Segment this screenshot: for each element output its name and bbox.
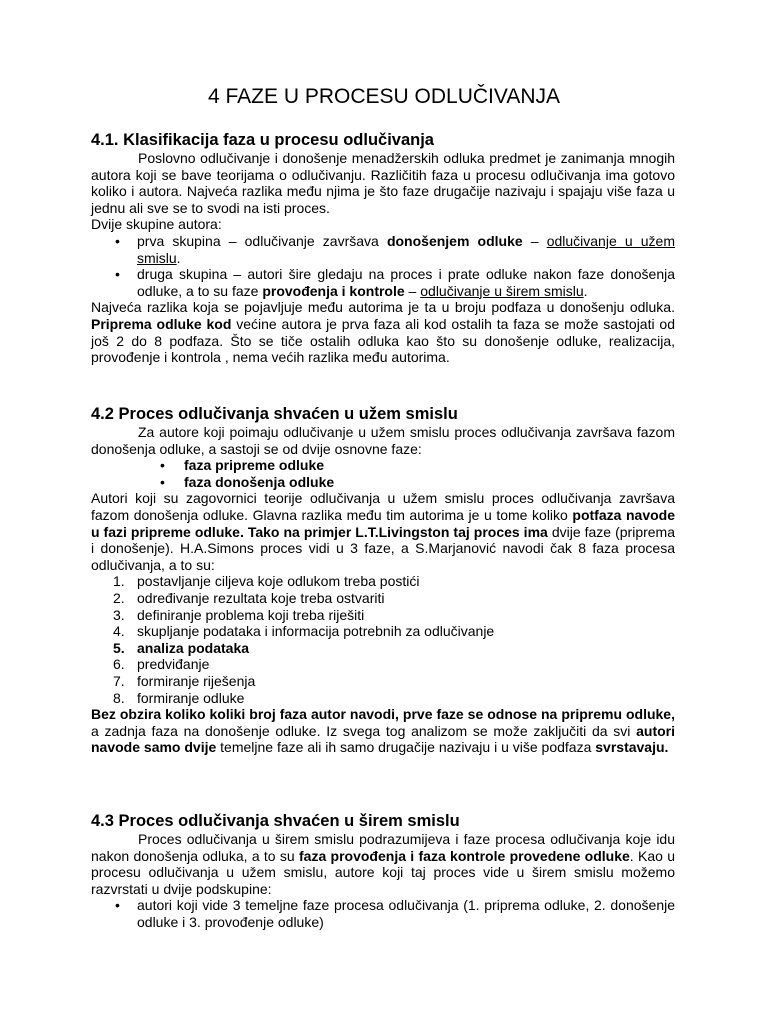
author-groups-list: [91, 233, 675, 299]
list-item: 7. formiranje riješenja: [113, 672, 256, 689]
list-item: 3. definiranje problema koji treba riješiti: [113, 606, 365, 623]
list-item: 2. određivanje rezultata koje treba ostvariti: [113, 589, 385, 606]
paragraph: Dvije skupine autora:: [91, 216, 222, 233]
list-item: 8. formiranje odluke: [113, 689, 245, 706]
page-title: 4 FAZE U PROCESU ODLUČIVANJA: [207, 85, 561, 108]
list-item: • autori koji vide 3 temeljne faze procesa odlučivanja (1. priprema odluke, 2. donošenje odluke i 3. provođenje odluke): [91, 897, 675, 930]
paragraph: Poslovno odlučivanje i donošenje menadžerskih odluka predmet je zanimanja mnogih autora koji se bave teorijama o odlučivanju. Različitih faza u procesu odlučivanja ima gotovo koliko i autora. Najveća razlika među njima je što faze drugačije nazivaju i spajaju više faza u jednu ali sve se to svodi na isti proces.: [91, 150, 675, 216]
list-item: • prva skupina – odlučivanje završava donošenjem odluke – odlučivanje u užem smislu.: [91, 233, 675, 266]
phases-list: [91, 457, 675, 490]
list-item: 6. predviđanje: [113, 656, 210, 673]
section-heading-4-1: 4.1. Klasifikacija faza u procesu odlučivanja: [91, 131, 434, 149]
list-item: • druga skupina – autori šire gledaju na proces i prate odluke nakon faze donošenja odluke, a to su faze provođenja i kontrole – odlučivanje u širem smislu.: [91, 266, 675, 299]
section-4-1-body: [91, 150, 675, 366]
section-4-2-body: [91, 424, 675, 756]
subgroups-list: [91, 897, 675, 930]
paragraph: Najveća razlika koja se pojavljuje među autorima je ta u broju podfaza u donošenju odluka. Priprema odluke kod većine autora je prva faza ali kod ostalih ta faza se može sastojati od još 2 do 8 podfaza. Što se tiče ostalih odluka kao što su donošenje odluke, realizacija, provođenje i kontrola , nema većih razlika među autorima.: [91, 299, 676, 366]
phases-numbered-list: [91, 573, 675, 706]
section-heading-4-2: 4.2 Proces odlučivanja shvaćen u užem smislu: [91, 405, 458, 423]
list-item: 4. skupljanje podataka i informacija potrebnih za odlučivanje: [113, 623, 495, 640]
paragraph: Za autore koji poimaju odlučivanje u užem smislu proces odlučivanja završava fazom donošenja odluke, a sastoji se od dvije osnovne faze:: [91, 424, 675, 457]
list-item: 1. postavljanje ciljeva koje odlukom treba postići: [113, 573, 420, 590]
paragraph: Bez obzira koliko koliki broj faza autor navodi, prve faze se odnose na pripremu odluke, a zadnja faza na donošenje odluke. Iz svega tog analizom se može zaključiti da svi autori navode samo dvije temeljne faze ali ih samo drugačije nazivaju i u više podfaza svrstavaju.: [91, 706, 675, 756]
section-4-3-body: [91, 831, 675, 931]
paragraph: Autori koji su zagovornici teorije odlučivanja u užem smislu proces odlučivanja završava fazom donošenja odluke. Glavna razlika među tim autorima je u tome koliko potfaza navode u fazi pripreme odluke. Tako na primjer L.T.Livingston taj proces ima dvije faze (priprema i donošenje). H.A.Simons proces vidi u 3 faze, a S.Marjanović navodi čak 8 faza procesa odlučivanja, a to su:: [91, 490, 675, 573]
paragraph: Proces odlučivanja u širem smislu podrazumijeva i faze procesa odlučivanja koje idu nakon donošenja odluka, a to su faza provođenja i faza kontrole provedene odluke. Kao u procesu odlučivanja u užem smislu, autore koji taj proces vide u širem smislu možemo razvrstati u dvije podskupine:: [91, 831, 675, 897]
section-heading-4-3: 4.3 Proces odlučivanja shvaćen u širem smislu: [91, 812, 460, 830]
list-item: • faza donošenja odluke: [91, 474, 675, 491]
list-item: 5. analiza podataka: [113, 639, 250, 656]
list-item: • faza pripreme odluke: [91, 457, 675, 474]
